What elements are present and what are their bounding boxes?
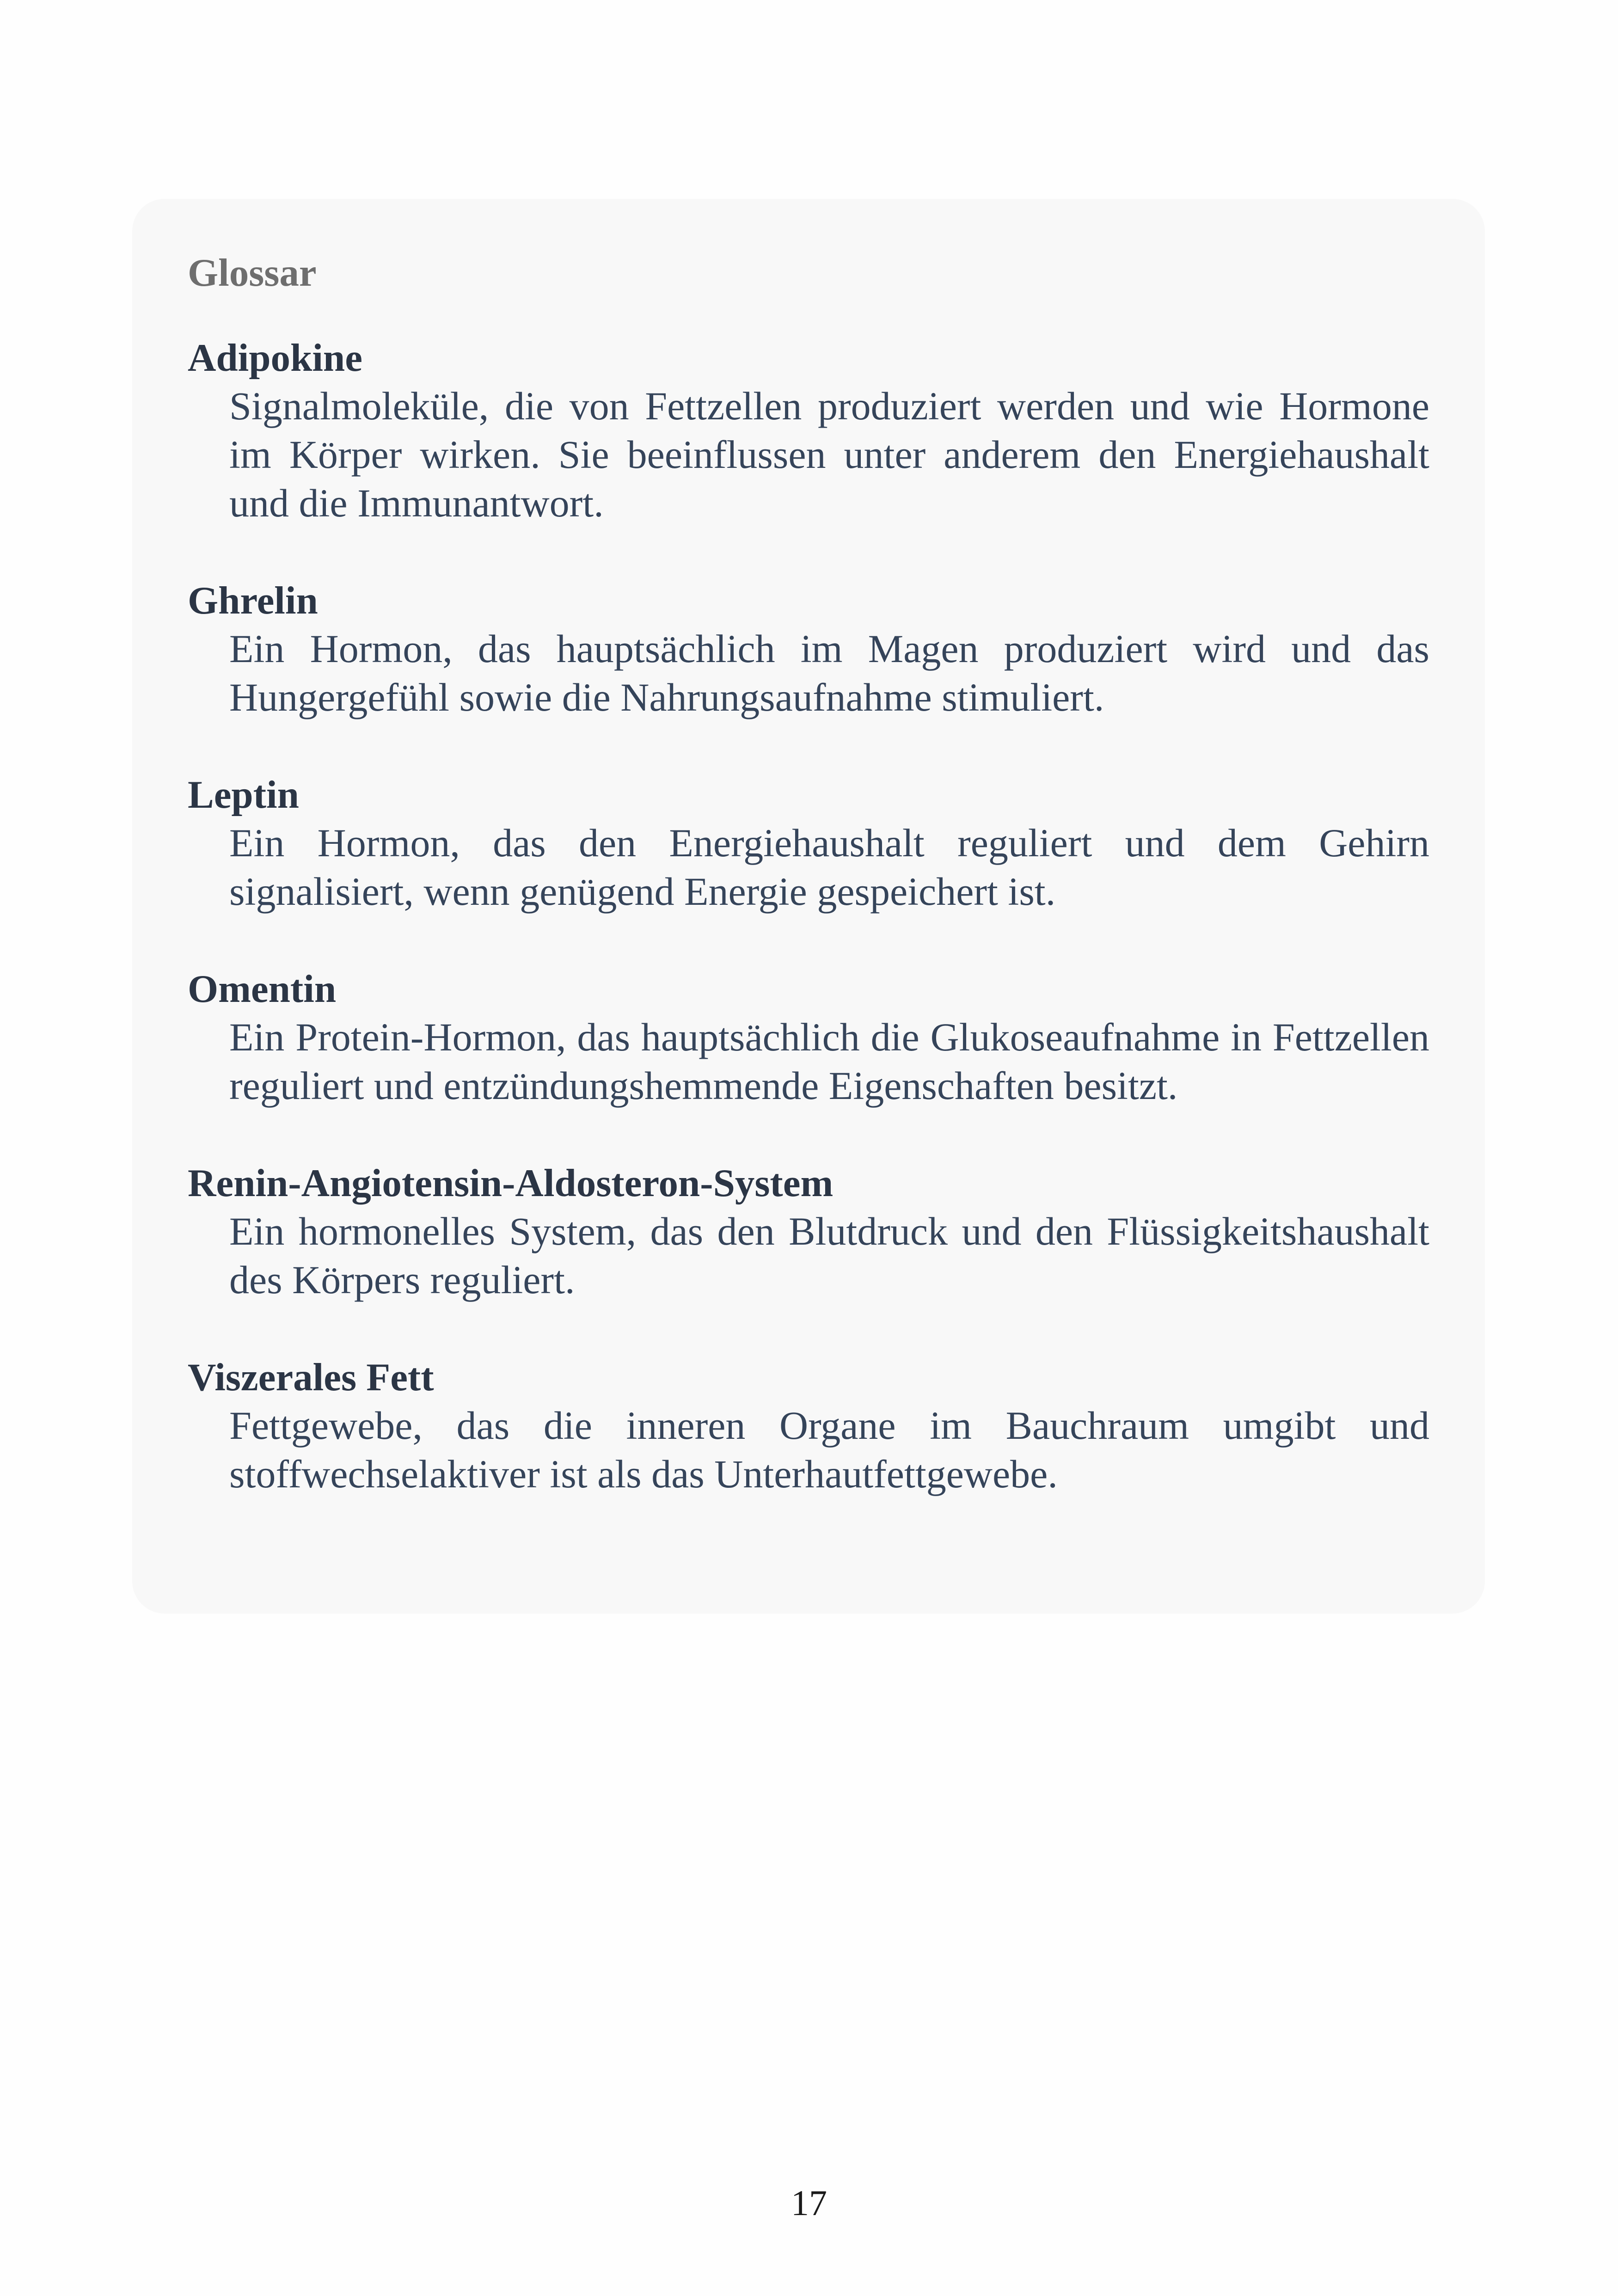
glossary-term: Ghrelin: [188, 579, 318, 622]
glossary-entry-ghrelin: [188, 577, 1429, 722]
glossary-definition: Ein hormonelles System, das den Blutdruck und den Flüssigkeitshaushalt des Körpers reguliert.: [229, 1209, 1429, 1302]
glossary-box: [132, 199, 1485, 1614]
glossary-term: Leptin: [188, 773, 299, 816]
glossary-entry-raas: [188, 1159, 1429, 1304]
glossary-definition: Ein Hormon, das hauptsächlich im Magen produziert wird und das Hungergefühl sowie die Nahrungsaufnahme stimuliert.: [229, 626, 1429, 719]
glossary-definition: Fettgewebe, das die inneren Organe im Bauchraum umgibt und stoffwechselaktiver ist als das Unterhautfettgewebe.: [229, 1403, 1429, 1496]
glossary-entry-adipokine: [188, 334, 1429, 528]
glossary-term: Adipokine: [188, 336, 362, 380]
glossary-definition: Ein Hormon, das den Energiehaushalt reguliert und dem Gehirn signalisiert, wenn genügend Energie gespeichert ist.: [229, 821, 1429, 914]
glossary-term: Omentin: [188, 967, 337, 1011]
glossary-entry-omentin: [188, 965, 1429, 1110]
glossary-term: Renin-Angiotensin-Aldosteron-System: [188, 1161, 834, 1205]
glossary-definition: Ein Protein-Hormon, das hauptsächlich die Glukoseaufnahme in Fettzellen reguliert und entzündungshemmende Eigenschaften besitzt.: [229, 1015, 1429, 1108]
glossary-entry-viszerales-fett: [188, 1353, 1429, 1498]
glossary-definition: Signalmoleküle, die von Fettzellen produziert werden und wie Hormone im Körper wirken. Sie beeinflussen unter anderem den Energiehaushalt und die Immunantwort.: [229, 384, 1429, 525]
page-number: 17: [791, 2183, 827, 2223]
glossary-term: Viszerales Fett: [188, 1356, 434, 1399]
glossary-entry-leptin: [188, 771, 1429, 916]
glossary-title: Glossar: [188, 251, 317, 295]
